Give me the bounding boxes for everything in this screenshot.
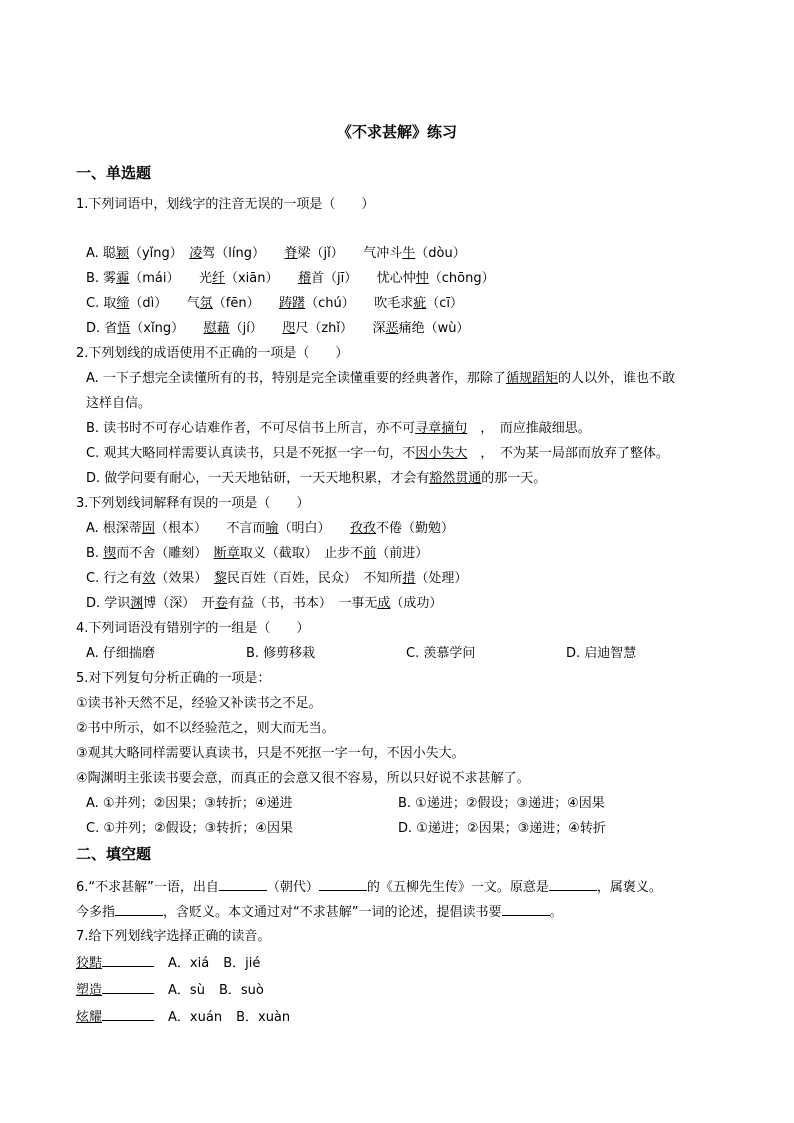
answer-blank[interactable] — [102, 1008, 154, 1021]
page-title: 《不求甚解》练习 — [336, 123, 457, 141]
answer-blank[interactable] — [319, 878, 367, 891]
question-3-option-a: A. 根深蒂固（根本） 不言而喻（明白） 孜孜不倦（勤勉） — [86, 521, 455, 536]
question-2-stem: 2.下列划线的成语使用不正确的一项是（ ） — [76, 346, 349, 361]
question-5-sentence-2: ②书中所示，如不以经验范之，则大而无当。 — [76, 721, 335, 736]
answer-blank[interactable] — [115, 903, 163, 916]
question-5-option-a: A. ①并列；②因果；③转折；④递进 — [86, 796, 293, 811]
question-7-stem: 7.给下列划线字选择正确的读音。 — [76, 929, 271, 944]
question-4-option-a: A. 仔细揣磨 — [86, 646, 155, 661]
question-5-option-d: D. ①递进；②因果；③递进；④转折 — [398, 821, 606, 836]
question-4-option-c: C. 羡慕学问 — [406, 646, 476, 661]
section-heading-fill-in: 二、填空题 — [76, 845, 152, 863]
question-6-line-2: 今多指 ，含贬义。本文通过对“不求甚解”一词的论述，提倡读书要 。 — [76, 905, 563, 920]
question-3-stem: 3.下列划线词解释有误的一项是（ ） — [76, 496, 310, 511]
question-1-stem: 1.下列词语中，划线字的注音无误的一项是（ ） — [76, 197, 375, 212]
question-7-item-1: 狡黠 A．xiá B．jié — [76, 956, 261, 971]
answer-blank[interactable] — [219, 878, 267, 891]
question-2-option-c: C. 观其大略同样需要认真读书，只是不死抠一字一句，不因小失大 ， 不为某一局部而放弃了整体。 — [86, 446, 669, 461]
question-1-option-b: B. 雾霾（mái） 光纤（xiān） 稽首（jī） 忧心忡忡（chōng） — [86, 271, 495, 286]
question-2-option-b: B. 读书时不可存心诘难作者，不可尽信书上所言，亦不可寻章摘句 ， 而应推敲细思。 — [86, 421, 591, 436]
question-2-option-d: D. 做学问要有耐心，一天天地钻研，一天天地积累，才会有豁然贯通的那一天。 — [86, 471, 547, 486]
question-5-sentence-4: ④陶渊明主张读书要会意，而真正的会意又很不容易，所以只好说不求甚解了。 — [76, 771, 530, 786]
answer-blank[interactable] — [502, 903, 550, 916]
question-5-option-b: B. ①递进；②假设；③递进；④因果 — [398, 796, 605, 811]
answer-blank[interactable] — [102, 981, 154, 994]
question-5-option-c: C. ①并列；②假设；③转折；④因果 — [86, 821, 293, 836]
question-3-option-d: D. 学识渊博（深） 开卷有益（书，书本） 一事无成（成功） — [86, 596, 443, 611]
question-4-options — [86, 645, 726, 663]
question-6-line-1: 6.“不求甚解”一语，出自 （朝代） 的《五柳先生传》一文。原意是 ，属褒义。 — [76, 880, 662, 895]
question-1-option-c: C. 取缔（dì） 气氛（fēn） 踌躇（chú） 吹毛求疵（cī） — [86, 296, 464, 311]
question-4-option-d: D. 启迪智慧 — [566, 646, 637, 661]
question-2-option-a: A. 一下子想完全读懂所有的书，特别是完全读懂重要的经典著作，那除了循规蹈矩的人以外，谁也不敢 — [86, 371, 675, 386]
question-3-option-c: C. 行之有效（效果） 黎民百姓（百姓，民众） 不知所措（处理） — [86, 571, 468, 586]
question-3-option-b: B. 锲而不舍（雕刻） 断章取义（截取） 止步不前（前进） — [86, 546, 429, 561]
question-7-item-3: 炫耀 A．xuán B．xuàn — [76, 1010, 291, 1025]
question-7-item-2: 塑造 A．sù B．suò — [76, 983, 264, 998]
question-1-option-d: D. 省悟（xǐng） 慰藉（jí） 咫尺（zhǐ） 深恶痛绝（wù） — [86, 321, 470, 336]
question-5-options-row-2 — [86, 820, 710, 838]
question-5-sentence-1: ①读书补天然不足，经验又补读书之不足。 — [76, 696, 322, 711]
answer-blank[interactable] — [549, 878, 597, 891]
question-1-option-a: A. 聪颖（yǐng） 凌驾（líng） 脊梁（jǐ） 气冲斗牛（dòu） — [86, 246, 466, 261]
question-5-sentence-3: ③观其大略同样需要认真读书，只是不死抠一字一句，不因小失大。 — [76, 746, 465, 761]
section-heading-single-choice: 一、单选题 — [76, 164, 152, 182]
answer-blank[interactable] — [102, 954, 154, 967]
question-2-option-a-continued: 这样自信。 — [86, 396, 152, 411]
question-4-option-b: B. 修剪移栽 — [246, 646, 316, 661]
question-4-stem: 4.下列词语没有错别字的一组是（ ） — [76, 621, 310, 636]
question-5-stem: 5.对下列复句分析正确的一项是： — [76, 671, 271, 686]
question-5-options-row-1 — [86, 795, 710, 813]
